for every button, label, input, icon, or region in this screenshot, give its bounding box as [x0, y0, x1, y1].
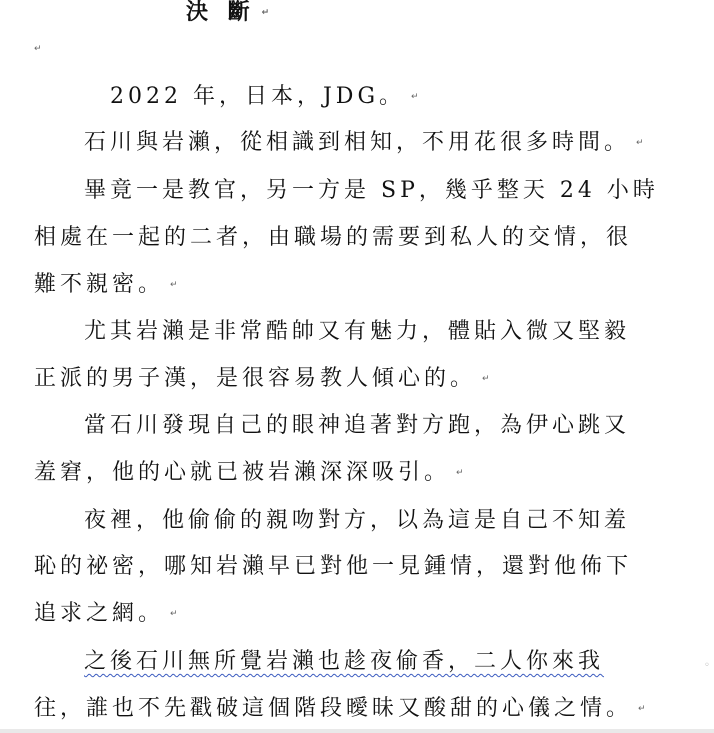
text-line — [34, 365, 490, 393]
line-text: 石川與岩瀨，從相識到相知，不用花很多時間。 — [84, 130, 631, 155]
line-text: 夜裡，他偷偷的親吻對方，以為這是自己不知羞 — [84, 508, 631, 533]
line-text-spellcheck-underlined: 之後石川無所覺岩瀨也趁夜偷香，二人你來我 — [84, 649, 605, 674]
text-line — [84, 129, 644, 157]
text-line — [84, 177, 659, 205]
paragraph-mark-icon: ↵ — [170, 280, 178, 290]
paragraph-mark-icon: ↵ — [638, 704, 646, 714]
line-text: 羞窘，他的心就已被岩瀨深深吸引。 — [34, 460, 451, 485]
paragraph-mark-icon: ↵ — [456, 468, 464, 478]
text-line — [84, 318, 630, 346]
line-text: 尤其岩瀨是非常酷帥又有魅力，體貼入微又堅毅 — [84, 319, 631, 344]
text-line — [34, 271, 178, 299]
paragraph-mark-icon: ↵ — [170, 609, 178, 619]
paragraph-mark-icon: ↵ — [482, 374, 490, 384]
page-bottom-edge — [0, 729, 714, 733]
line-text: 難不親密。 — [34, 272, 165, 297]
text-line — [84, 507, 630, 535]
text-line — [110, 83, 419, 111]
text-line — [84, 648, 604, 676]
document-title — [186, 0, 269, 27]
text-line — [84, 412, 630, 440]
text-line — [34, 224, 632, 252]
paragraph-mark-icon: ↵ — [261, 8, 270, 18]
text-line — [34, 459, 464, 487]
paragraph-mark-icon: ↵ — [411, 92, 419, 102]
text-line — [34, 695, 646, 723]
title-text: 決 斷 — [186, 0, 256, 25]
paragraph-mark-icon: ↵ — [636, 138, 644, 148]
line-text: 2022 年，日本，JDG。 — [110, 84, 406, 109]
text-line — [34, 553, 632, 581]
line-text: 追求之網。 — [34, 601, 165, 626]
margin-marker-icon: ◦ — [704, 660, 710, 671]
text-line — [34, 600, 178, 628]
line-text: 往，誰也不先戳破這個階段曖昧又酸甜的心儀之情。 — [34, 696, 633, 721]
line-text: 正派的男子漢，是很容易教人傾心的。 — [34, 366, 477, 391]
line-text: 相處在一起的二者，由職場的需要到私人的交情，很 — [34, 225, 633, 250]
line-text: 畢竟一是教官，另一方是 SP，幾乎整天 24 小時 — [84, 178, 659, 203]
empty-paragraph-mark-icon: ↵ — [34, 44, 42, 54]
line-text: 恥的祕密，哪知岩瀨早已對他一見鍾情，還對他佈下 — [34, 554, 633, 579]
line-text: 當石川發現自己的眼神追著對方跑，為伊心跳又 — [84, 413, 631, 438]
